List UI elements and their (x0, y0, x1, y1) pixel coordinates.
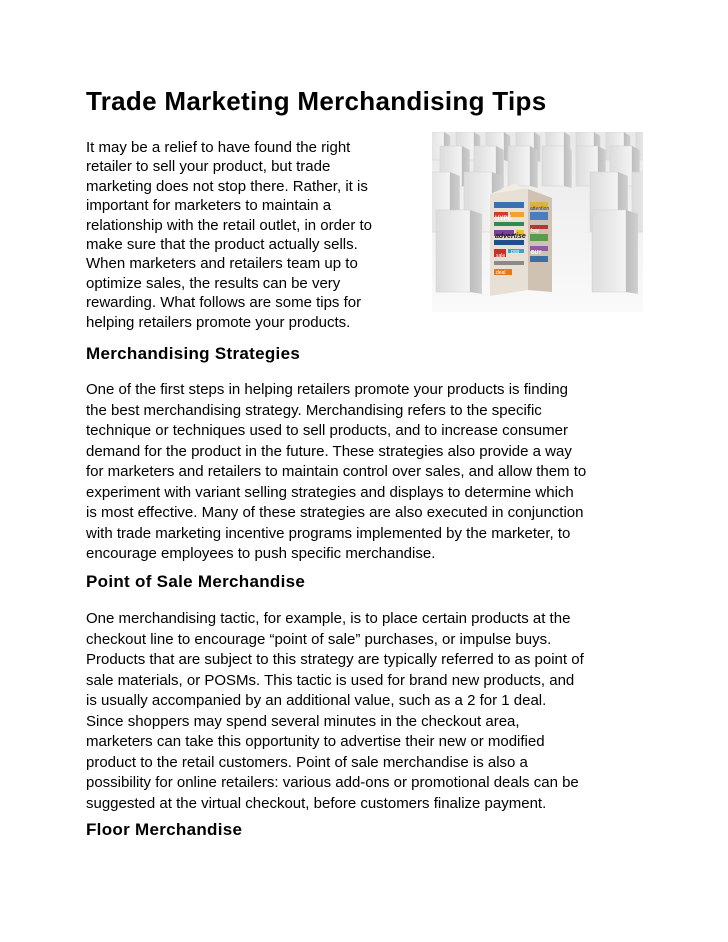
paragraph-line: possibility for online retailers: various add-ons or promotional deals can be (86, 774, 579, 791)
box-word: BUY (531, 250, 542, 256)
box-word: sale (496, 253, 506, 259)
box-word: attention (530, 206, 550, 212)
box-word: advertise (495, 233, 526, 240)
intro-line: When marketers and retailers team up to (86, 255, 358, 273)
product-boxes-illustration (432, 132, 643, 312)
section-heading: Point of Sale Merchandise (86, 572, 306, 591)
paragraph-line: marketers can take this opportunity to advertise their new or modified (86, 733, 545, 750)
paragraph-line: experiment with variant selling strategies and displays to determine which (86, 483, 574, 501)
paragraph-line: sale materials, or POSMs. This tactic is used for brand new products, and (86, 671, 575, 689)
colorful-product-box (490, 184, 552, 296)
paragraph-line: One of the first steps in helping retailers promote your products is finding (86, 381, 568, 398)
box-word: HYPE (495, 216, 512, 222)
intro-line: optimize sales, the results can be very (86, 274, 341, 292)
intro-line: relationship with the retail outlet, in order to (86, 216, 372, 234)
section-paragraph (86, 609, 666, 814)
intro-line: helping retailers promote your products. (86, 313, 351, 331)
paragraph-line: the best merchandising strategy. Merchandising refers to the specific (86, 401, 542, 419)
box-word: buy (531, 228, 540, 234)
gray-box (436, 210, 470, 292)
gray-box (508, 146, 530, 186)
intro-line: important for marketers to maintain a (86, 197, 332, 215)
box-word: deal (496, 270, 506, 276)
gray-box (592, 210, 626, 292)
paragraph-line: checkout line to encourage “point of sale” purchases, or impulse buys. (86, 630, 552, 648)
intro-line: It may be a relief to have found the right (86, 139, 351, 156)
gray-box-side (564, 146, 572, 188)
section-heading: Merchandising Strategies (86, 344, 301, 363)
intro-line: marketing does not stop there. Rather, it is (86, 177, 368, 195)
document-title: Trade Marketing Merchandising Tips (86, 86, 547, 116)
paragraph-line: is most effective. Many of these strategies are also executed in conjunction (86, 504, 584, 521)
paragraph-line: One merchandising tactic, for example, is to place certain products at the (86, 610, 571, 627)
gray-box (542, 146, 564, 186)
gray-box-side (530, 146, 538, 188)
intro-line: make sure that the product actually sells. (86, 236, 358, 254)
intro-line: rewarding. What follows are some tips for (86, 294, 362, 312)
section-paragraph (86, 380, 666, 565)
paragraph-line: demand for the product in the future. These strategies also provide a way (86, 442, 572, 460)
gray-box-side (626, 210, 638, 294)
intro-line: retailer to sell your product, but trade (86, 158, 331, 176)
paragraph-line: suggested at the virtual checkout, before customers finalize payment. (86, 794, 547, 812)
gray-box-side (470, 210, 482, 294)
paragraph-line: product to the retail customers. Point of sale merchandise is also a (86, 753, 528, 771)
box-word: pop (511, 249, 520, 255)
paragraph-line: for marketers and retailers to maintain control over sales, and allow them to (86, 463, 587, 480)
paragraph-line: is usually accompanied by an additional value, such as a 2 for 1 deal. (86, 692, 547, 709)
section-heading: Floor Merchandise (86, 820, 243, 839)
paragraph-line: Products that are subject to this strategy are typically referred to as point of (86, 651, 584, 668)
paragraph-line: with trade marketing incentive programs implemented by the marketer, to (86, 524, 571, 542)
paragraph-line: encourage employees to push specific merchandise. (86, 545, 436, 562)
paragraph-line: Since shoppers may spend several minutes in the checkout area, (86, 712, 520, 730)
intro-paragraph (86, 138, 416, 332)
product-boxes-image (432, 132, 643, 312)
paragraph-line: technique or techniques used to sell products, and to increase consumer (86, 422, 568, 439)
